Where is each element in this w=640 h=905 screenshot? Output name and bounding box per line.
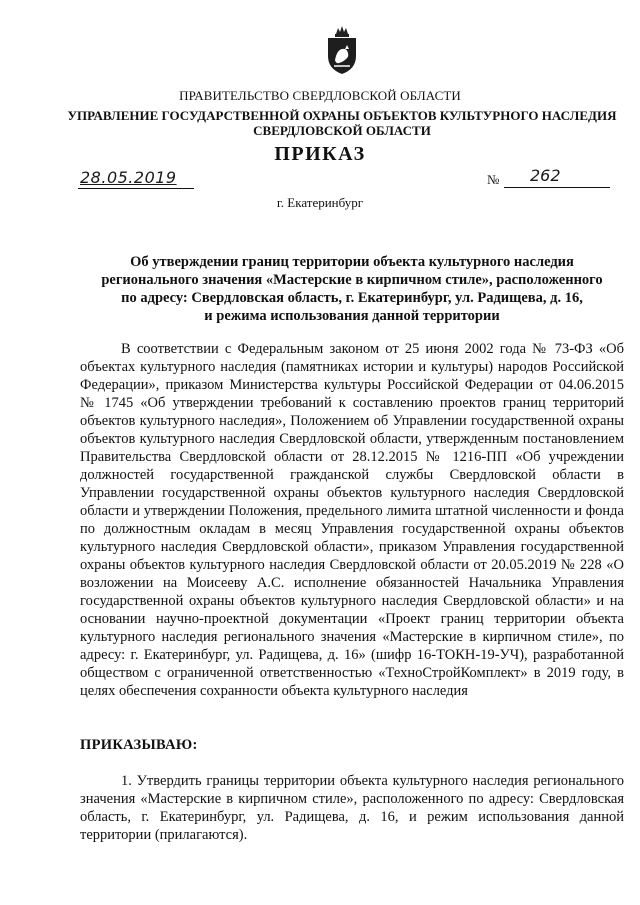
org-name-line: СВЕРДЛОВСКОЙ ОБЛАСТИ bbox=[253, 123, 431, 138]
document-title: ПРИКАЗ bbox=[274, 143, 366, 165]
org-name-line: УПРАВЛЕНИЕ ГОСУДАРСТВЕННОЙ ОХРАНЫ ОБЪЕКТОВ КУЛЬТУРНОГО НАСЛЕДИЯ bbox=[67, 108, 617, 123]
order-heading: ПРИКАЗЫВАЮ: bbox=[80, 737, 198, 753]
order-number-label: № bbox=[487, 172, 500, 187]
order-date: 28.05.2019 bbox=[80, 168, 177, 187]
subject-line: регионального значения «Мастерские в кирпичном стиле», расположенного bbox=[101, 272, 603, 288]
city-name: г. Екатеринбург bbox=[276, 195, 364, 210]
date-underline bbox=[78, 188, 194, 189]
subject-line: и режима использования данной территории bbox=[204, 308, 500, 324]
order-number: 262 bbox=[530, 166, 561, 185]
org-name-department bbox=[60, 108, 624, 138]
subject-line: Об утверждении границ территории объекта культурного наследия bbox=[130, 254, 574, 270]
coat-of-arms-icon bbox=[325, 22, 359, 76]
number-underline bbox=[504, 187, 610, 188]
order-subject bbox=[80, 253, 624, 325]
order-item-1: 1. Утвердить границы территории объекта культурного наследия регионального значения «Мастерские в кирпичном стиле», расположенного по адресу: Свердловская область, г. Екатеринбург, ул. Радищева, д. 16, и режим использования данной территории (прилагаются). bbox=[80, 773, 624, 843]
subject-line: по адресу: Свердловская область, г. Екатеринбург, ул. Радищева, д. 16, bbox=[121, 290, 583, 306]
preamble-paragraph: В соответствии с Федеральным законом от 25 июня 2002 года № 73-ФЗ «Об объектах культурного наследия (памятниках истории и культуры) народов Российской Федерации», приказом Министерства культуры Российской Федерации от 04.06.2015 № 1745 «Об утверждении требований к составлению проектов границ территорий объектов культурного наследия», Положением об Управлении государственной охраны объектов культурного наследия Свердловской области, утвержденным постановлением Правительства Свердловской области от 28.12.2015 № 1216-ПП «Об учреждении должностей государственной гражданской службы Свердловской области в Управлении государственной охраны объектов культурного наследия Свердловской области и утверждении Положения, предельного лимита штатной численности и фонда по должностным окладам в месяц Управления государственной охраны объектов культурного наследия Свердловской области», приказом Управления государственной охраны объектов культурного наследия Свердловской области от 20.05.2019 № 228 «О возложении на Моисееву А.С. исполнение обязанностей Начальника Управления государственной охраны объектов культурного наследия Свердловской области» и на основании научно-проектной документации «Проект границ территории объекта культурного наследия регионального значения «Мастерские в кирпичном стиле», по адресу: г. Екатеринбург, ул. Радищева, д. 16» (шифр 16-ТОКН-19-УЧ), разработанной обществом с ограниченной ответственностью «ТехноСтройКомплект» в 2019 году, в целях обеспечения сохранности объекта культурного наследия bbox=[80, 341, 624, 699]
org-name-government: ПРАВИТЕЛЬСТВО СВЕРДЛОВСКОЙ ОБЛАСТИ bbox=[179, 88, 461, 103]
